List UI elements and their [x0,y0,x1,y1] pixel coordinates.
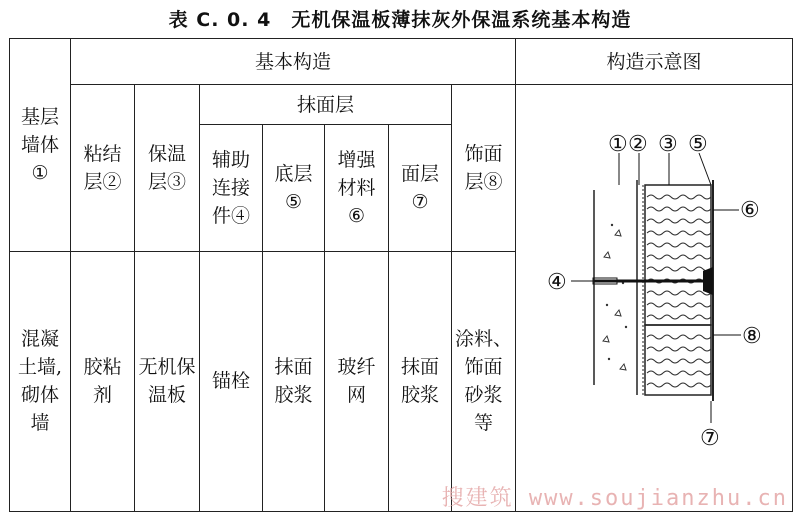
header-plaster-layer: 抹面层 [200,85,452,125]
cell-base-wall: 混凝 土墙, 砌体 墙 [10,251,71,511]
diagram-label-4: ④ [546,270,567,295]
header-insulation-layer: 保温 层③ [135,85,200,252]
diagram-label-6: ⑥ [739,198,760,223]
cell-anchor: 锚栓 [200,251,263,511]
cell-reinforce: 玻纤 网 [325,251,389,511]
watermark: 搜建筑 www.soujianzhu.cn [441,486,788,511]
cell-finish-coat: 抹面 胶浆 [389,251,452,511]
header-base-wall: 基层 墙体 ① [10,39,71,252]
table-title: 表 C. 0. 4 无机保温板薄抹灰外保温系统基本构造 [168,9,632,31]
cell-insulation: 无机保 温板 [135,251,200,511]
cell-decor: 涂料、 饰面 砂浆 等 [452,251,516,511]
header-bonding-layer: 粘结 层② [71,85,135,252]
header-base-coat: 底层 ⑤ [263,125,325,251]
cell-bonding: 胶粘 剂 [71,251,135,511]
diagram-label-7: ⑦ [699,426,720,451]
diagram-cell [516,85,793,512]
header-decor-layer: 饰面 层⑧ [452,85,516,252]
diagram-label-group [547,132,762,451]
header-reinforce: 增强 材料 ⑥ [325,125,389,251]
header-diagram: 构造示意图 [516,39,793,85]
diagram-label-3: ③ [657,132,678,157]
header-basic-structure: 基本构造 [71,39,516,85]
construction-diagram [517,85,792,503]
cell-base-coat: 抹面 胶浆 [263,251,325,511]
diagram-label-1: ① [607,132,628,157]
header-finish-coat: 面层 ⑦ [389,125,452,251]
diagram-label-5: ⑤ [687,132,708,157]
diagram-label-8: ⑧ [741,324,762,349]
diagram-label-2: ② [627,132,648,157]
construction-table [9,38,793,512]
header-anchor: 辅助 连接 件④ [200,125,263,251]
